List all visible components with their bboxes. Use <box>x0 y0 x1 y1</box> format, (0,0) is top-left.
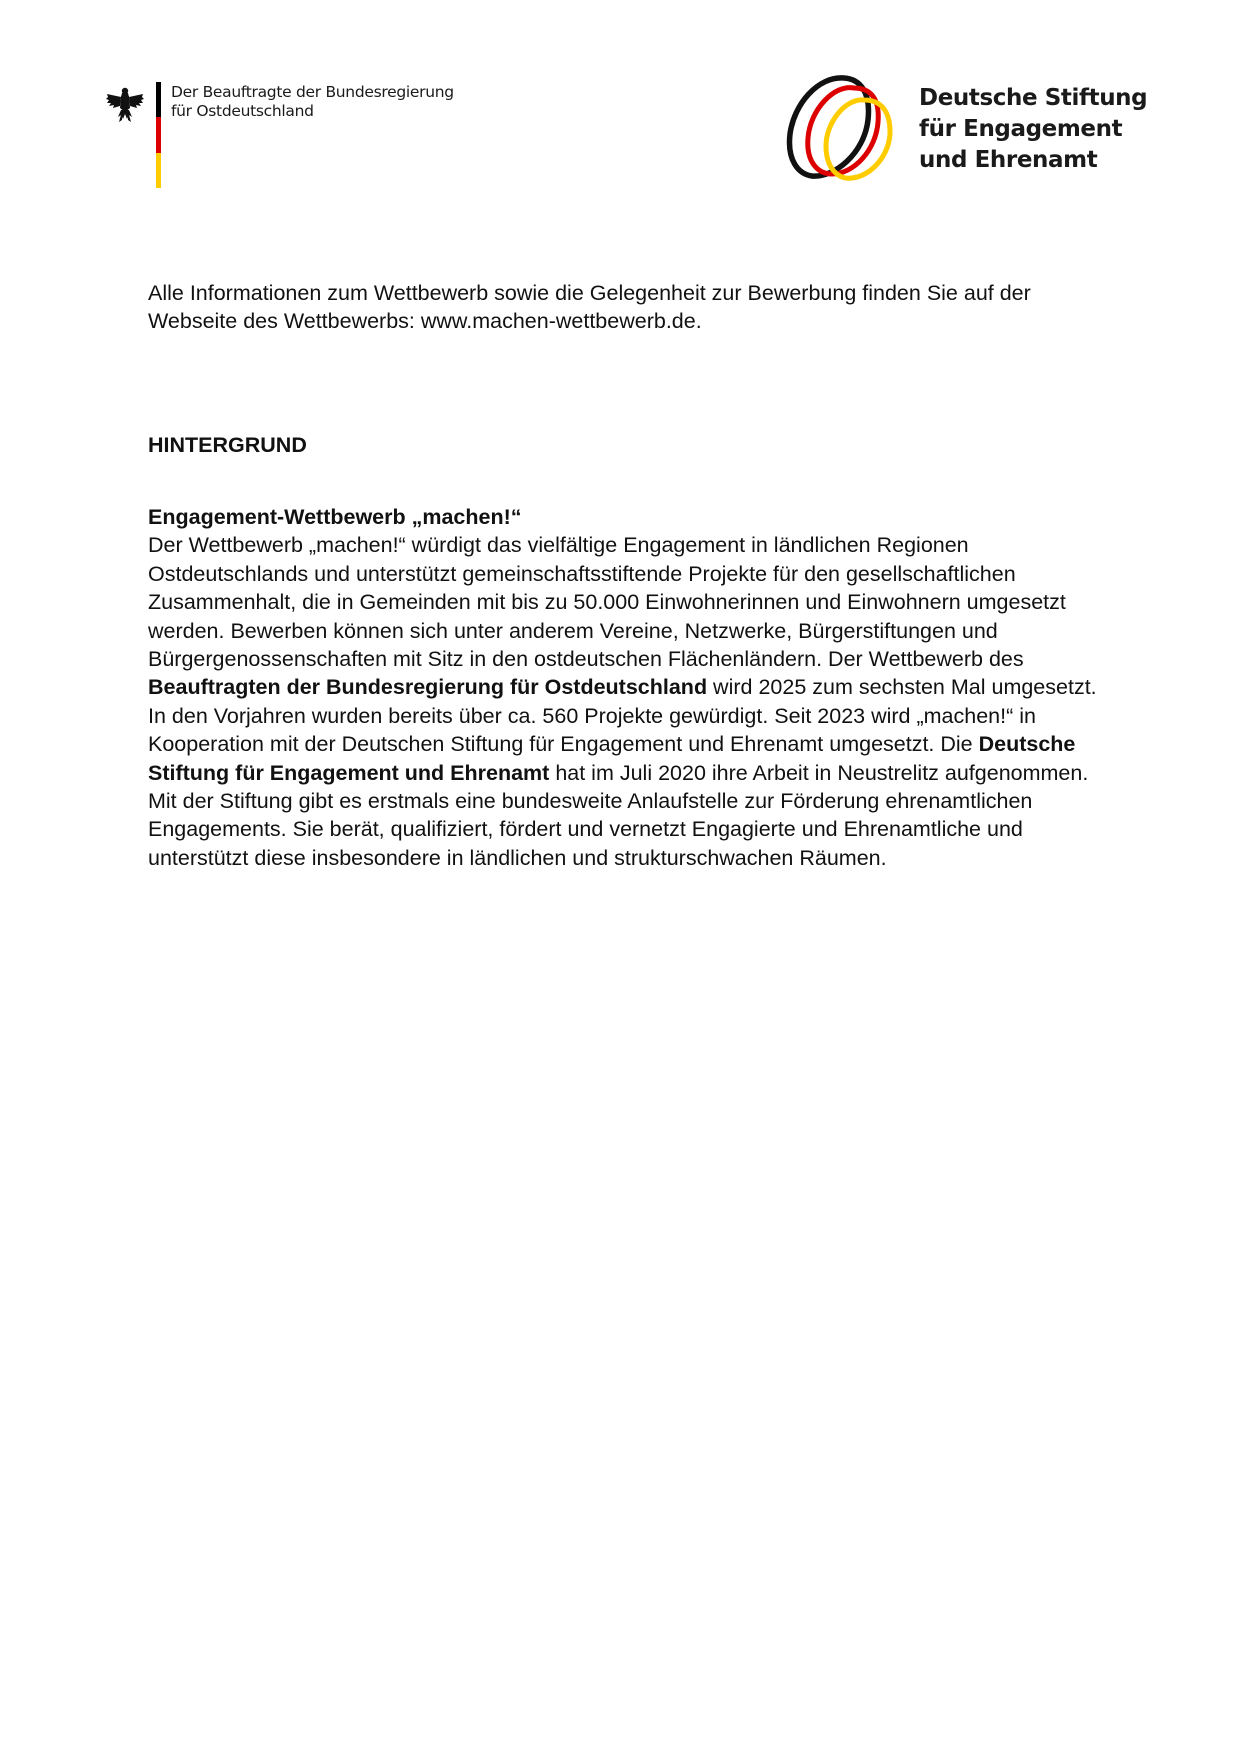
ministry-name-line2: für Ostdeutschland <box>171 102 314 120</box>
intro-paragraph <box>148 279 1108 336</box>
stiftung-emblem-icon <box>784 74 894 186</box>
ministry-logo <box>105 82 465 188</box>
subheading: Engagement-Wettbewerb „machen!“ <box>148 505 522 529</box>
stiftung-logo <box>784 74 1148 189</box>
background-text-part2: wird 2025 zum sechsten Mal umgesetzt. In den Vorjahren wurden bereits über ca. 560 Projekte gewürdigt. Seit 2023 wird „machen!“ in Kooperation mit der Deutschen Stiftung für Engagement und Ehrenamt umgesetzt. Die <box>148 675 1097 757</box>
ministry-name-line1: Der Beauftragte der Bundesregierung <box>171 83 454 101</box>
ministry-bold: Beauftragten der Bundesregierung für Ostdeutschland <box>148 675 708 700</box>
ministry-name <box>171 83 454 121</box>
background-text-part1: Der Wettbewerb „machen!“ würdigt das vielfältige Engagement in ländlichen Regionen Ostdeutschlands und unterstützt gemeinschaftsstiftende Projekte für den gesellschaftlichen Zusammenhalt, die in Gemeinden mit bis zu 50.000 Einwohnerinnen und Einwohnern umgesetzt werden. Bewerben können sich unter anderem Vereine, Netzwerke, Bürgerstiftungen und Bürgergenossenschaften mit Sitz in den ostdeutschen Flächenländern. Der Wettbewerb des <box>148 533 1066 672</box>
federal-eagle-icon <box>105 84 145 124</box>
section-heading: HINTERGRUND <box>148 433 307 457</box>
stiftung-name-line2: für Engagement <box>919 116 1123 142</box>
stiftung-name-line1: Deutsche Stiftung <box>919 85 1148 111</box>
stiftung-bold: Deutsche Stiftung für Engagement und Ehrenamt <box>148 732 1076 785</box>
stiftung-name-line3: und Ehrenamt <box>919 147 1098 173</box>
background-section <box>148 503 1108 872</box>
intro-line1: Alle Informationen zum Wettbewerb sowie die Gelegenheit zur Bewerbung finden Sie auf der <box>148 281 1031 305</box>
background-text-part3: hat im Juli 2020 ihre Arbeit in Neustrelitz aufgenommen. Mit der Stiftung gibt es erstmals eine bundesweite Anlaufstelle zur Förderung ehrenamtlichen Engagements. Sie berät, qualifiziert, fördert und vernetzt Engagierte und Ehrenamtliche und unterstützt diese insbesondere in ländlichen und strukturschwachen Räumen. <box>148 760 1089 870</box>
stiftung-name <box>919 83 1147 176</box>
flag-bar <box>156 82 161 188</box>
intro-line2: Webseite des Wettbewerbs: www.machen-wettbewerb.de. <box>148 309 702 334</box>
